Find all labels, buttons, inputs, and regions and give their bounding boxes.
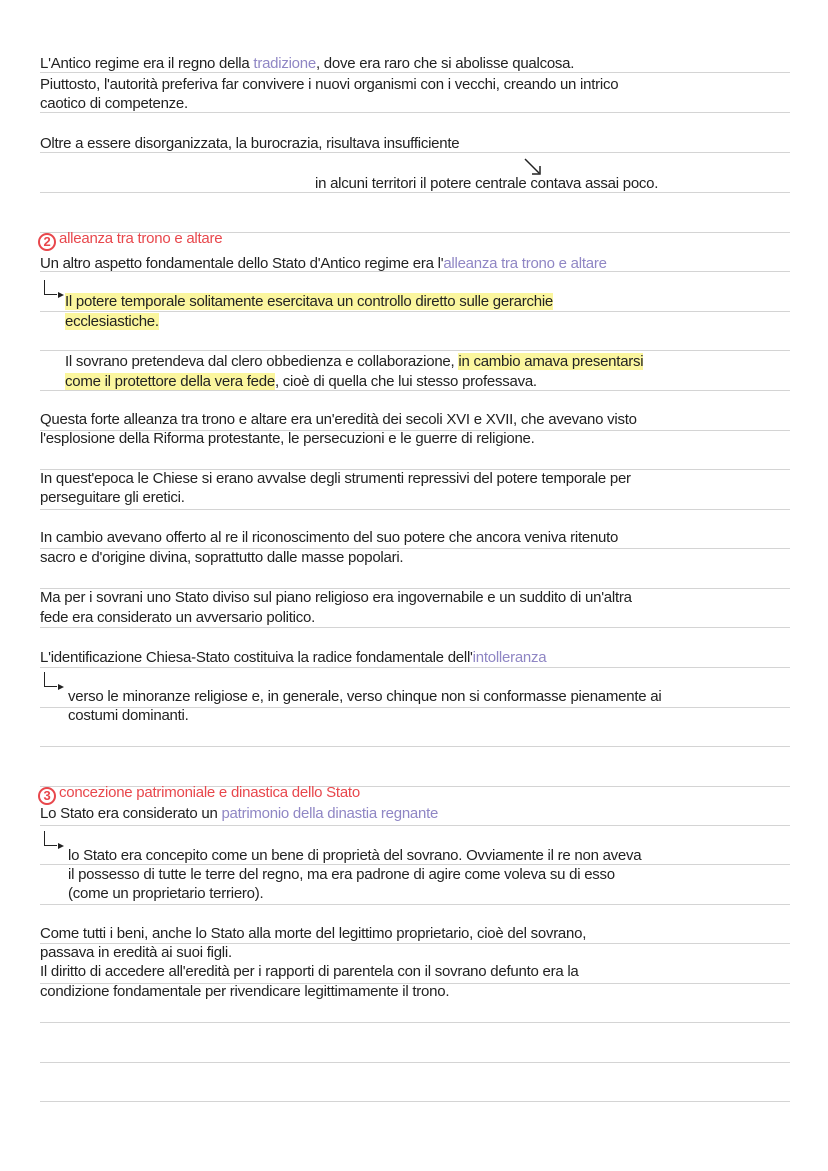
note-line — [40, 549, 403, 567]
text-segment: Il diritto di accedere all'eredità per i rapporti di parentela con il sovrano defunto era la — [40, 963, 579, 980]
text-segment: Oltre a essere disorganizzata, la burocrazia, risultava insufficiente — [40, 135, 460, 152]
text-segment: (come un proprietario terriero). — [68, 885, 264, 902]
note-line — [40, 95, 188, 113]
note-line — [65, 373, 537, 391]
note-line — [65, 353, 643, 371]
note-line — [40, 983, 449, 1001]
text-segment: , dove era raro che si abolisse qualcosa. — [315, 55, 575, 72]
arrow-icon — [44, 280, 57, 295]
note-line — [38, 784, 360, 805]
note-line — [40, 589, 632, 607]
note-line — [40, 805, 438, 823]
text-segment: costumi dominanti. — [68, 707, 189, 724]
section-number-badge: 3 — [38, 787, 56, 805]
highlighted-text: in cambio amava presentarsi — [458, 353, 644, 370]
text-segment: il possesso di tutte le terre del regno, ma era padrone di agire come voleva su di esso — [68, 866, 615, 883]
text-segment: Ma per i sovrani uno Stato diviso sul piano religioso era ingovernabile e un suddito di un'altra — [40, 589, 632, 606]
ruled-line — [40, 627, 790, 628]
section-number-badge: 2 — [38, 233, 56, 251]
text-segment: perseguitare gli eretici. — [40, 489, 185, 506]
ruled-line — [40, 746, 790, 747]
note-line — [40, 411, 637, 429]
note-line — [40, 609, 315, 627]
note-line — [68, 688, 661, 706]
ruled-line — [40, 904, 790, 905]
ruled-line — [40, 667, 790, 668]
text-segment: Come tutti i beni, anche lo Stato alla morte del legittimo proprietario, cioè del sovrano, — [40, 925, 587, 942]
text-segment: Un altro aspetto fondamentale dello Stato d'Antico regime era l' — [40, 255, 444, 272]
text-segment: lo Stato era concepito come un bene di proprietà del sovrano. Ovviamente il re non aveva — [68, 847, 642, 864]
note-line — [40, 430, 535, 448]
ruled-line — [40, 350, 790, 351]
text-segment: L'Antico regime era il regno della — [40, 55, 254, 72]
note-line — [65, 293, 553, 311]
note-line — [40, 944, 232, 962]
note-line — [40, 925, 586, 943]
ruled-line — [40, 825, 790, 826]
note-line — [40, 963, 579, 981]
note-line — [40, 470, 631, 488]
keyword-text: patrimonio della dinastia regnante — [221, 805, 439, 822]
arrow-icon — [44, 831, 57, 846]
ruled-line — [40, 1062, 790, 1063]
text-segment: Piuttosto, l'autorità preferiva far convivere i nuovi organismi con i vecchi, creando un intrico — [40, 76, 619, 93]
note-line — [40, 255, 607, 273]
text-segment: In cambio avevano offerto al re il riconoscimento del suo potere che ancora veniva ritenuto — [40, 529, 619, 546]
text-segment: Questa forte alleanza tra trono e altare era un'eredità dei secoli XVI e XVII, che avevano visto — [40, 411, 637, 428]
arrow-icon — [44, 672, 57, 687]
text-segment: L'identificazione Chiesa-Stato costituiva la radice fondamentale dell' — [40, 649, 473, 666]
note-line — [68, 885, 263, 903]
text-segment: , cioè di quella che lui stesso professava. — [274, 373, 537, 390]
text-segment: in alcuni territori il potere centrale contava assai poco. — [315, 175, 659, 192]
section-heading: alleanza tra trono e altare — [59, 230, 223, 247]
text-segment: verso le minoranze religiose e, in generale, verso chinque non si conformasse pienamente ai — [68, 688, 662, 705]
note-line — [68, 866, 615, 884]
text-segment: sacro e d'origine divina, soprattutto dalle masse popolari. — [40, 549, 404, 566]
keyword-text: alleanza tra trono e altare — [443, 255, 607, 272]
note-line — [68, 847, 641, 865]
ruled-line — [40, 1101, 790, 1102]
keyword-text: tradizione — [253, 55, 316, 72]
highlighted-text: come il protettore della vera fede — [65, 373, 275, 390]
ruled-line — [40, 1022, 790, 1023]
note-line — [40, 135, 459, 153]
note-line — [40, 649, 546, 667]
text-segment: Il sovrano pretendeva dal clero obbedienza e collaborazione, — [65, 353, 459, 370]
text-segment: In quest'epoca le Chiese si erano avvalse degli strumenti repressivi del potere temporale per — [40, 470, 631, 487]
highlighted-text: ecclesiastiche. — [65, 313, 159, 330]
note-line — [68, 707, 189, 725]
ruled-line — [40, 311, 790, 312]
text-segment: Lo Stato era considerato un — [40, 805, 222, 822]
text-segment: fede era considerato un avversario politico. — [40, 609, 315, 626]
text-segment: l'esplosione della Riforma protestante, le persecuzioni e le guerre di religione. — [40, 430, 535, 447]
note-line — [40, 76, 618, 94]
note-line — [40, 55, 574, 73]
ruled-line — [40, 509, 790, 510]
diagonal-arrow-icon — [522, 156, 544, 178]
note-line — [38, 230, 222, 251]
note-line — [315, 175, 658, 193]
note-line — [40, 489, 185, 507]
note-line — [40, 529, 618, 547]
section-heading: concezione patrimoniale e dinastica dello Stato — [59, 784, 360, 801]
text-segment: condizione fondamentale per rivendicare legittimamente il trono. — [40, 983, 450, 1000]
note-line — [65, 313, 159, 331]
text-segment: passava in eredità ai suoi figli. — [40, 944, 232, 961]
keyword-text: intolleranza — [472, 649, 547, 666]
highlighted-text: Il potere temporale solitamente esercitava un controllo diretto sulle gerarchie — [65, 293, 554, 310]
text-segment: caotico di competenze. — [40, 95, 188, 112]
